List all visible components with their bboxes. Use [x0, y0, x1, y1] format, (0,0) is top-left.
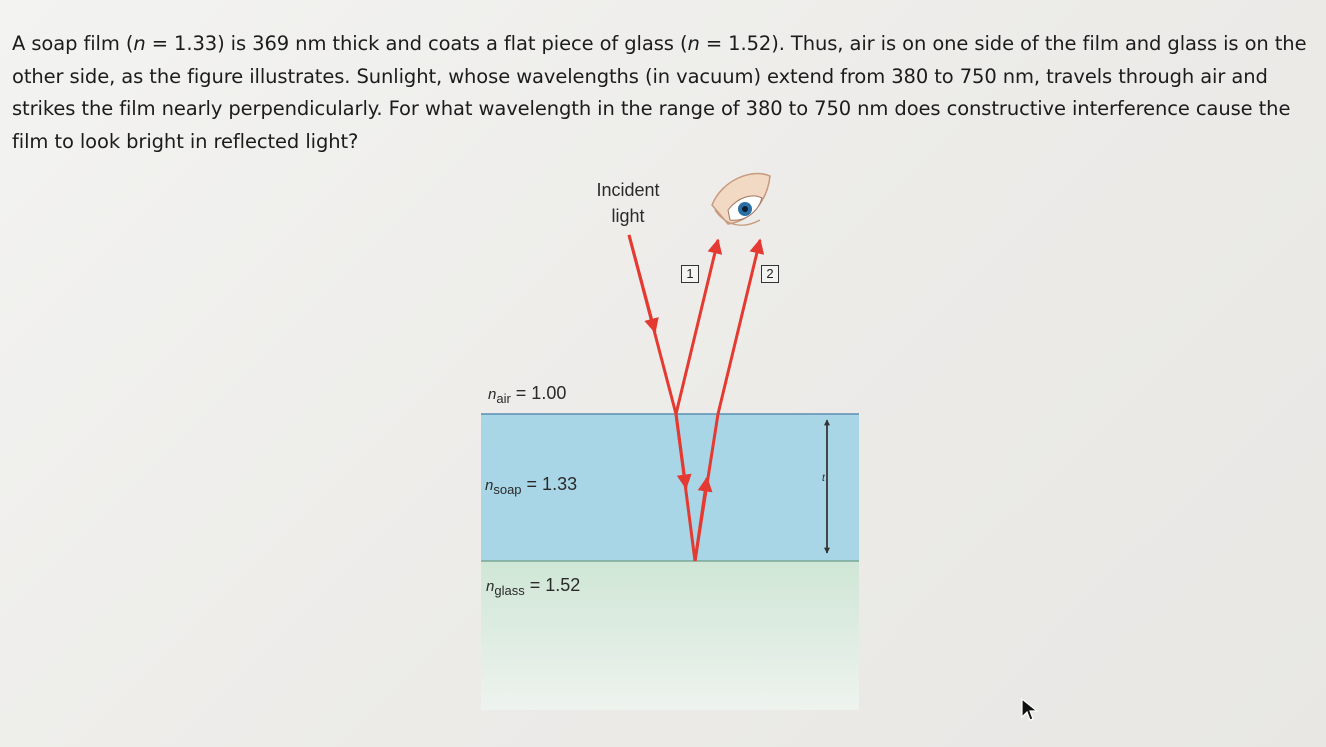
question-part-2: = 1.33) is 369 nm thick and coats a flat piece of glass (: [145, 32, 688, 55]
refractive-index-symbol: n: [687, 32, 700, 55]
mouse-cursor-icon: [1020, 697, 1040, 723]
incident-label-line-2: light: [611, 206, 645, 226]
n-soap-value: = 1.33: [521, 474, 578, 494]
incident-light-label: [588, 177, 668, 229]
n-symbol: n: [485, 477, 494, 494]
reflected-ray-2: [718, 240, 760, 414]
n-symbol: n: [488, 386, 497, 403]
question-part-3: = 1.52). Thus, air is on one side of the film and glass is on the other side, as the figure illustrates. Sunlight, whose wavelengths (in vacuum) extend from 380 to 750 nm, travels through air and strikes the film nearly perpendicularly. For what wavelength in the range of 380 to 750 nm does constructive interference cause the film to look bright in reflected light?: [12, 32, 1307, 153]
n-air-label: [488, 383, 566, 404]
ray-1-label: 1: [681, 265, 699, 283]
n-symbol: n: [486, 578, 495, 595]
n-glass-value: = 1.52: [524, 575, 581, 595]
ray-2-label: 2: [761, 265, 779, 283]
question-part-1: A soap film (: [12, 32, 134, 55]
n-glass-subscript: glass: [494, 583, 525, 598]
n-soap-subscript: soap: [493, 482, 522, 497]
refractive-index-symbol: n: [133, 32, 146, 55]
eye-icon: [712, 174, 770, 226]
n-air-subscript: air: [496, 391, 511, 406]
n-air-value: = 1.00: [510, 383, 567, 403]
incident-ray-arrow: [629, 235, 655, 332]
thickness-label: t: [822, 473, 825, 484]
n-glass-label: [486, 575, 580, 596]
incident-label-line-1: Incident: [596, 180, 660, 200]
n-soap-label: [485, 474, 577, 495]
